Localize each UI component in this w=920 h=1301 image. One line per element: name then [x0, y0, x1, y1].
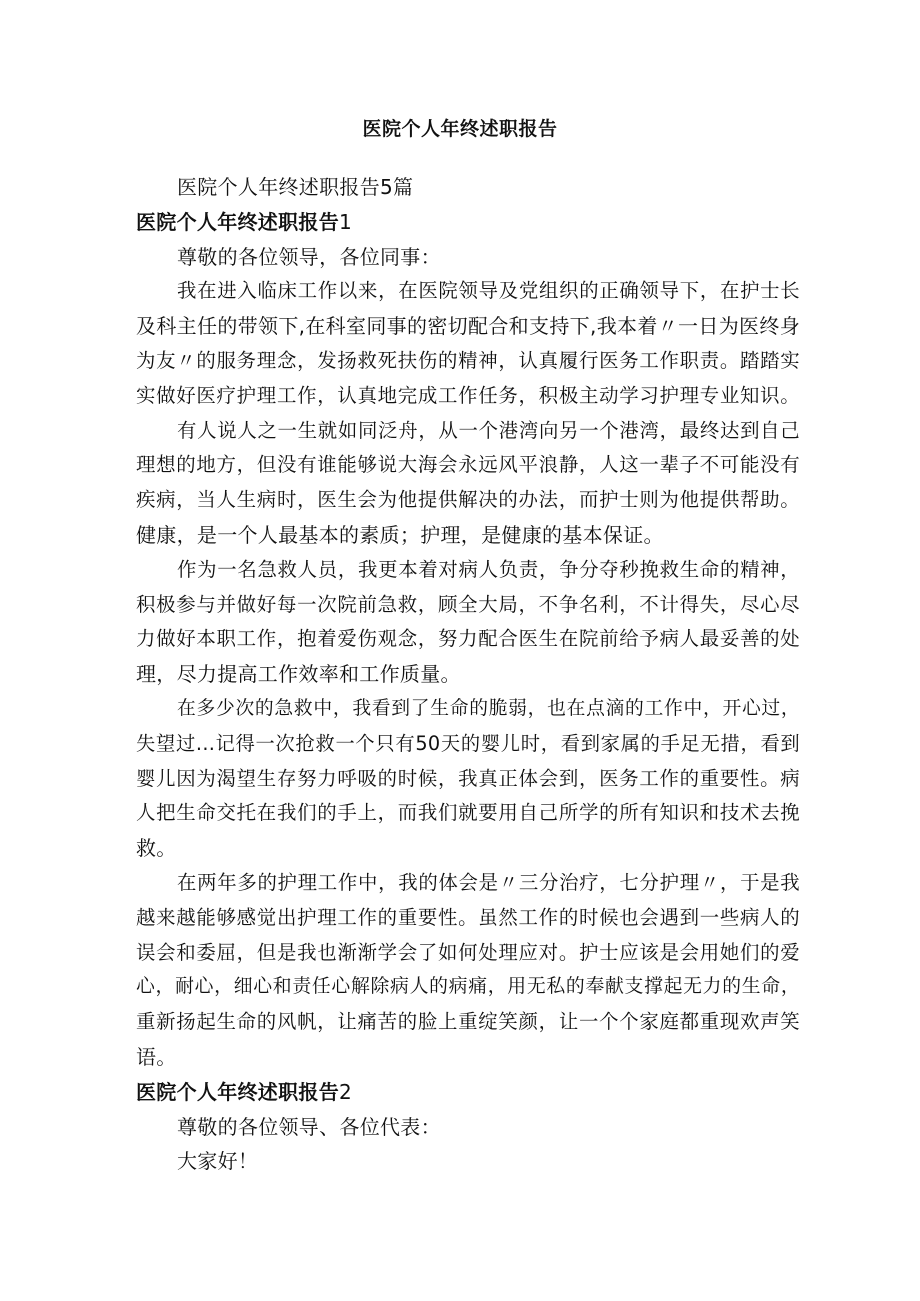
paragraph-line: 积极参与并做好每一次院前急救，顾全大局，不争名利，不计得失，尽心尽 [136, 592, 800, 616]
document-title: 医院个人年终述职报告 [362, 118, 558, 140]
paragraph-line: 大家好！ [177, 1149, 259, 1174]
paragraph-line: 在多少次的急救中，我看到了生命的脆弱，也在点滴的工作中，开心过， [177, 697, 800, 719]
paragraph [136, 274, 800, 413]
paragraph-line: 误会和委屈，但是我也渐渐学会了如何处理应对。护士应该是会用她们的爱 [136, 940, 800, 964]
paragraph-line: 心，耐心，细心和责任心解除病人的病痛，用无私的奉献支撑起无力的生命， [136, 976, 800, 998]
document-subtitle: 医院个人年终述职报告5篇 [177, 175, 414, 199]
section-greeting: 尊敬的各位领导，各位同事： [177, 244, 441, 269]
section-heading [136, 1075, 800, 1110]
document-body [136, 170, 800, 1179]
paragraph-line: 人把生命交托在我们的手上，而我们就要用自己所学的所有知识和技术去挽 [136, 801, 800, 825]
section-heading-number: 2 [339, 1079, 353, 1104]
paragraph-line: 越来越能够感觉出护理工作的重要性。虽然工作的时候也会遇到一些病人的 [136, 905, 800, 929]
paragraph-line: 健康，是一个人最基本的素质；护理，是健康的基本保证。 [136, 522, 664, 547]
paragraph-line: 救。 [136, 836, 177, 861]
paragraph-line: 理想的地方，但没有谁能够说大海会永远风平浪静，人这一辈子不可能没有 [136, 453, 800, 477]
paragraph-line: 理，尽力提高工作效率和工作质量。 [136, 662, 461, 687]
paragraph-line: 在两年多的护理工作中，我的体会是〃三分治疗，七分护理〃，于是我 [177, 870, 800, 894]
paragraph [136, 553, 800, 692]
section-heading-text: 医院个人年终述职报告 [136, 209, 339, 234]
paragraph-line: 力做好本职工作，抱着爱伤观念，努力配合医生在院前给予病人最妥善的处 [136, 627, 800, 651]
section-heading-text: 医院个人年终述职报告 [136, 1079, 339, 1104]
paragraph-line: 我在进入临床工作以来，在医院领导及党组织的正确领导下，在护士长 [177, 279, 800, 303]
paragraph-line: 及科主任的带领下,在科室同事的密切配合和支持下,我本着〃一日为医终身 [136, 314, 800, 339]
section-heading [136, 205, 800, 240]
paragraph-line: 实做好医疗护理工作，认真地完成工作任务，积极主动学习护理专业知识。 [136, 383, 800, 407]
paragraph [136, 692, 800, 866]
paragraph-line: 作为一名急救人员，我更本着对病人负责，争分夺秒挽救生命的精神， [177, 557, 800, 581]
paragraph-line: 重新扬起生命的风帆，让痛苦的脸上重绽笑颜，让一个个家庭都重现欢声笑 [136, 1010, 800, 1034]
paragraph [136, 866, 800, 1075]
section-greeting: 尊敬的各位领导、各位代表： [177, 1114, 441, 1139]
paragraph-line: 为友〃的服务理念，发扬救死扶伤的精神，认真履行医务工作职责。踏踏实 [136, 348, 800, 372]
paragraph [136, 1144, 800, 1179]
paragraph-line: 语。 [136, 1044, 177, 1069]
paragraph [136, 414, 800, 553]
paragraph-line: 疾病，当人生病时，医生会为他提供解决的办法，而护士则为他提供帮助。 [136, 488, 800, 512]
paragraph-line: 有人说人之一生就如同泛舟，从一个港湾向另一个港湾，最终达到自己 [177, 418, 800, 442]
paragraph-line: 婴儿因为渴望生存努力呼吸的时候，我真正体会到，医务工作的重要性。病 [136, 766, 800, 790]
section-heading-number: 1 [339, 209, 353, 234]
paragraph-line: 失望过...记得一次抢救一个只有50天的婴儿时，看到家属的手足无措，看到 [136, 731, 800, 755]
